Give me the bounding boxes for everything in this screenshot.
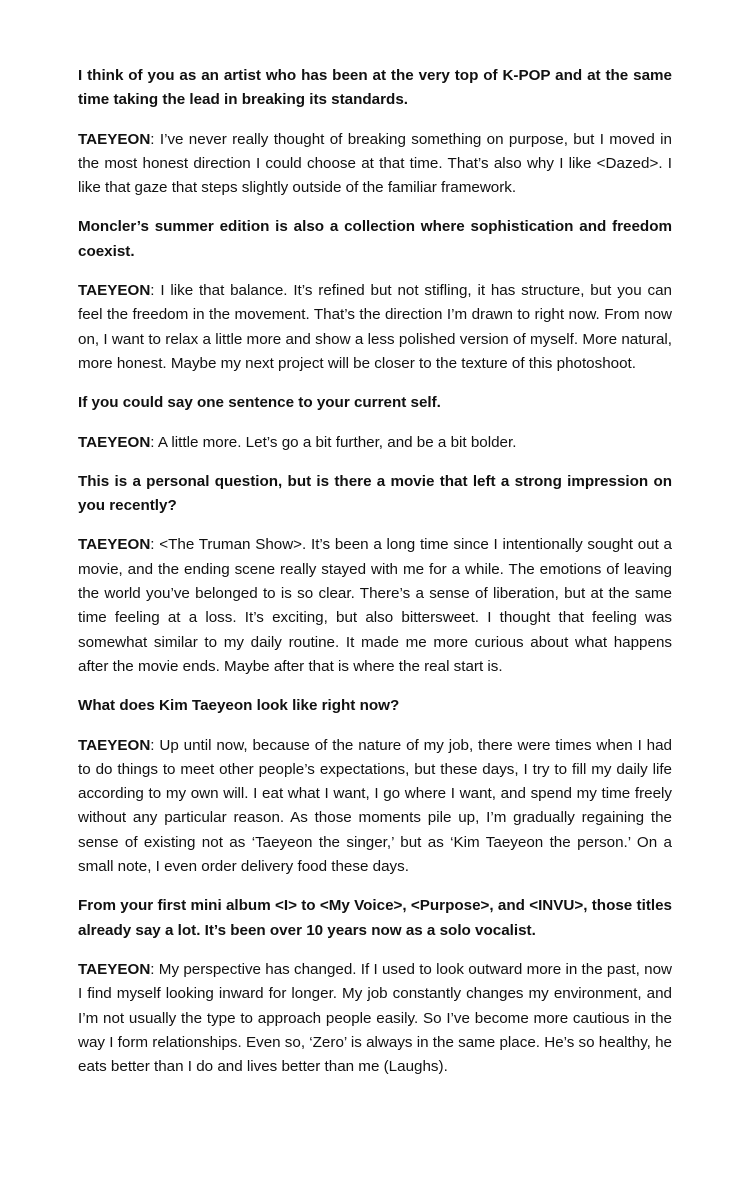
interview-body	[78, 64, 672, 1094]
speaker-name: TAEYEON	[78, 433, 151, 451]
interview-question: Moncler’s summer edition is also a collection where sophistication and freedom coexist.	[78, 218, 672, 260]
speaker-separator: :	[150, 536, 160, 554]
answer-text: A little more. Let’s go a bit further, and be a bit bolder.	[157, 433, 517, 451]
interview-answer	[78, 431, 672, 455]
speaker-name: TAEYEON	[78, 282, 151, 300]
speaker-name: TAEYEON	[78, 736, 151, 754]
answer-text: My perspective has changed. If I used to look outward more in the past, now I find myself looking inward for longer. My job constantly changes my environment, and I’m not usually the type to approach people easily. So I’ve become more cautious in the way I form relationships. Even so, ‘Zero’ is always in the same place. He’s so healthy, he eats better than I do and lives better than me (Laughs).	[78, 960, 672, 1076]
answer-text: Up until now, because of the nature of my job, there were times when I had to do things to meet other people’s expectations, but these days, I try to fill my daily life according to my own will. I eat what I want, I go where I want, and spend my time freely without any particular reason. As those moments pile up, I’m gradually regaining the sense of existing not as ‘Taeyeon the singer,’ but as ‘Kim Taeyeon the person.’ On a small note, I even order delivery food these days.	[78, 736, 672, 876]
interview-answer	[78, 128, 672, 201]
speaker-separator: :	[150, 960, 159, 978]
interview-question: What does Kim Taeyeon look like right now?	[78, 697, 400, 715]
interview-question: If you could say one sentence to your current self.	[78, 394, 441, 412]
speaker-name: TAEYEON	[78, 960, 151, 978]
interview-answer	[78, 533, 672, 679]
answer-text: I like that balance. It’s refined but not stifling, it has structure, but you can feel the freedom in the movement. That’s the direction I’m drawn to right now. From now on, I want to relax a little more and show a less polished version of myself. More natural, more honest. Maybe my next project will be closer to the texture of this photoshoot.	[78, 282, 672, 372]
answer-text: <The Truman Show>. It’s been a long time since I intentionally sought out a movie, and the ending scene really stayed with me for a while. The emotions of leaving the world you’ve belonged to is so clear. There’s a sense of liberation, but at the same time feeling at a loss. It’s exciting, but also bittersweet. I thought that feeling was somewhat similar to my daily routine. It made me more curious about what happens after the movie ends. Maybe after that is where the real start is.	[78, 536, 672, 675]
interview-answer	[78, 279, 672, 376]
speaker-separator: :	[150, 282, 161, 300]
interview-question: From your first mini album <I> to <My Voice>, <Purpose>, and <INVU>, those titles already say a lot. It’s been over 10 years now as a solo vocalist.	[78, 897, 672, 939]
speaker-name: TAEYEON	[78, 130, 151, 148]
interview-question: This is a personal question, but is there a movie that left a strong impression on you recently?	[78, 472, 672, 515]
interview-question: I think of you as an artist who has been at the very top of K-POP and at the same time taking the lead in breaking its standards.	[78, 67, 672, 109]
interview-answer	[78, 958, 672, 1079]
speaker-separator: :	[150, 130, 160, 148]
speaker-name: TAEYEON	[78, 536, 151, 554]
interview-answer	[78, 734, 672, 880]
speaker-separator: :	[150, 433, 158, 451]
speaker-separator: :	[150, 736, 160, 754]
answer-text: I’ve never really thought of breaking something on purpose, but I moved in the most honest direction I could choose at that time. That’s also why I like <Dazed>. I like that gaze that steps slightly outside of the familiar framework.	[78, 130, 672, 197]
